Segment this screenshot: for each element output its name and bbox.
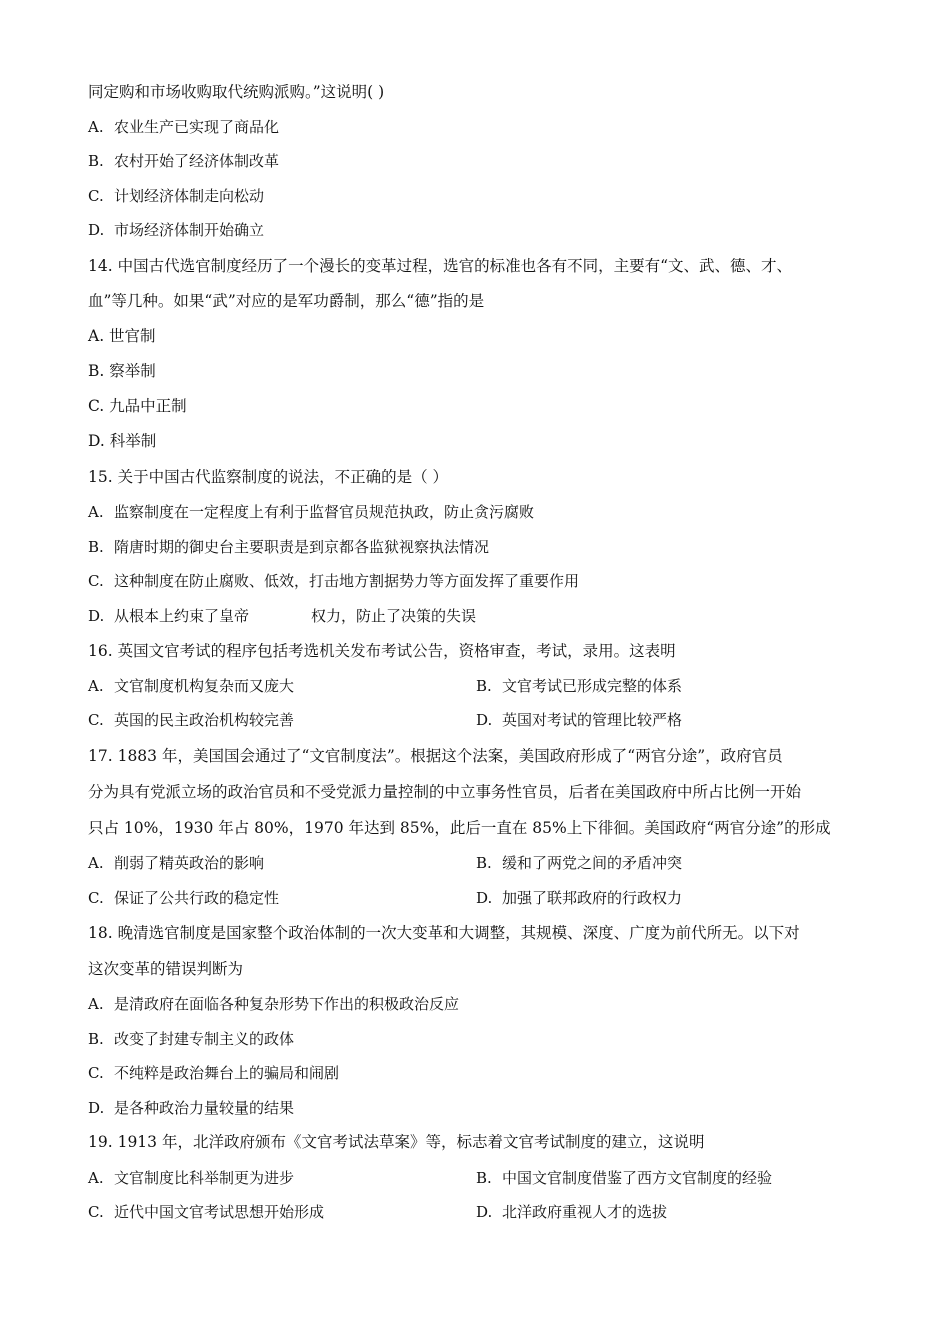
option-letter: D. <box>88 607 105 625</box>
q15-option-c <box>88 571 579 591</box>
question-14-stem-line1: 14. 中国古代选官制度经历了一个漫长的变革过程，选官的标准也各有不同，主要有“文、武、德、才、 <box>88 257 793 275</box>
q14-option-b: B. 察举制 <box>88 362 156 380</box>
q18-option-c <box>88 1063 339 1083</box>
option-letter: A. <box>88 995 104 1013</box>
option-text: 是各种政治力量较量的结果 <box>114 1099 295 1117</box>
option-text: 北洋政府重视人才的选拔 <box>502 1203 668 1221</box>
option-letter: C. <box>88 889 104 907</box>
q18-option-a <box>88 994 459 1014</box>
option-text: 保证了公共行政的稳定性 <box>114 889 280 907</box>
option-text: 英国的民主政治机构较完善 <box>114 711 295 729</box>
q15-option-a <box>88 502 534 522</box>
q19-option-b <box>476 1168 772 1188</box>
q17-option-b <box>476 853 682 873</box>
q17-option-d <box>476 888 682 908</box>
question-15-stem: 15. 关于中国古代监察制度的说法，不正确的是（ ） <box>88 468 449 486</box>
option-letter: B. <box>88 152 104 170</box>
option-text: 中国文官制度借鉴了西方文官制度的经验 <box>502 1169 773 1187</box>
q19-option-d <box>476 1202 667 1222</box>
q15-option-b <box>88 537 489 557</box>
q14-option-a: A. 世官制 <box>88 327 156 345</box>
q19-option-a <box>88 1168 294 1188</box>
option-letter: B. <box>88 538 104 556</box>
q19-option-c <box>88 1202 324 1222</box>
q16-option-a <box>88 676 294 696</box>
option-letter: B. <box>476 677 492 695</box>
option-text: 加强了联邦政府的行政权力 <box>502 889 683 907</box>
q16-option-c <box>88 710 294 730</box>
option-letter: A. <box>88 854 104 872</box>
question-19-stem: 19. 1913 年，北洋政府颁布《文官考试法草案》等，标志着文官考试制度的建立，这说明 <box>88 1133 705 1151</box>
q16-option-b <box>476 676 682 696</box>
option-text-part2: 权力，防止了决策的失误 <box>311 607 477 625</box>
option-text: 文官制度比科举制更为进步 <box>114 1169 295 1187</box>
option-letter: C. <box>88 1064 104 1082</box>
option-letter: D. <box>88 1099 105 1117</box>
q13-option-c <box>88 186 264 206</box>
question-18-stem-line1: 18. 晚清选官制度是国家整个政治体制的一次大变革和大调整，其规模、深度、广度为前代所无。以下对 <box>88 924 800 942</box>
q15-option-d <box>88 606 476 626</box>
q16-option-d <box>476 710 682 730</box>
q17-option-c <box>88 888 279 908</box>
question-17-stem-line2: 分为具有党派立场的政治官员和不受党派力量控制的中立事务性官员，后者在美国政府中所占比例一开始 <box>88 783 802 801</box>
option-letter: C. <box>88 711 104 729</box>
option-letter: B. <box>476 854 492 872</box>
option-text: 这种制度在防止腐败、低效，打击地方割据势力等方面发挥了重要作用 <box>114 572 580 590</box>
option-letter: B. <box>88 1030 104 1048</box>
question-17-stem-line1: 17. 1883 年，美国国会通过了“文官制度法”。根据这个法案，美国政府形成了“两官分途”，政府官员 <box>88 747 783 765</box>
option-letter: C. <box>88 1203 104 1221</box>
q13-option-a <box>88 117 279 137</box>
option-letter: C. <box>88 187 104 205</box>
option-letter: A. <box>88 1169 104 1187</box>
q18-option-d <box>88 1098 294 1118</box>
option-text: 农业生产已实现了商品化 <box>114 118 280 136</box>
option-text: 英国对考试的管理比较严格 <box>502 711 683 729</box>
option-text: 文官考试已形成完整的体系 <box>502 677 683 695</box>
option-text: 农村开始了经济体制改革 <box>114 152 280 170</box>
option-text: 不纯粹是政治舞台上的骗局和闹剧 <box>114 1064 340 1082</box>
option-letter: A. <box>88 503 104 521</box>
option-letter: D. <box>476 711 493 729</box>
question-13-stem-tail: 同定购和市场收购取代统购派购。”这说明( ) <box>88 83 385 101</box>
q14-option-c: C. 九品中正制 <box>88 397 187 415</box>
option-text: 削弱了精英政治的影响 <box>114 854 265 872</box>
option-letter: A. <box>88 677 104 695</box>
option-text: 监察制度在一定程度上有利于监督官员规范执政，防止贪污腐败 <box>114 503 535 521</box>
question-17-stem-line3: 只占 10%，1930 年占 80%，1970 年达到 85%，此后一直在 85%上下徘徊。美国政府“两官分途”的形成 <box>88 819 831 837</box>
question-16-stem: 16. 英国文官考试的程序包括考选机关发布考试公告，资格审查，考试，录用。这表明 <box>88 642 676 660</box>
option-text: 文官制度机构复杂而又庞大 <box>114 677 295 695</box>
option-letter: D. <box>476 1203 493 1221</box>
option-text: 计划经济体制走向松动 <box>114 187 265 205</box>
option-letter: D. <box>88 221 105 239</box>
option-text: 是清政府在面临各种复杂形势下作出的积极政治反应 <box>114 995 460 1013</box>
q14-option-d: D. 科举制 <box>88 432 157 450</box>
question-14-stem-line2: 血”等几种。如果“武”对应的是军功爵制，那么“德”指的是 <box>88 292 485 310</box>
question-18-stem-line2: 这次变革的错误判断为 <box>88 960 244 978</box>
option-text: 缓和了两党之间的矛盾冲突 <box>502 854 683 872</box>
q17-option-a <box>88 853 264 873</box>
option-text: 市场经济体制开始确立 <box>114 221 265 239</box>
option-letter: A. <box>88 118 104 136</box>
q13-option-d <box>88 220 264 240</box>
option-text: 近代中国文官考试思想开始形成 <box>114 1203 325 1221</box>
option-letter: C. <box>88 572 104 590</box>
option-text: 改变了封建专制主义的政体 <box>114 1030 295 1048</box>
option-letter: D. <box>476 889 493 907</box>
option-text: 隋唐时期的御史台主要职责是到京都各监狱视察执法情况 <box>114 538 490 556</box>
option-letter: B. <box>476 1169 492 1187</box>
q18-option-b <box>88 1029 294 1049</box>
option-text-part1: 从根本上约束了皇帝 <box>114 607 250 625</box>
q13-option-b <box>88 151 279 171</box>
